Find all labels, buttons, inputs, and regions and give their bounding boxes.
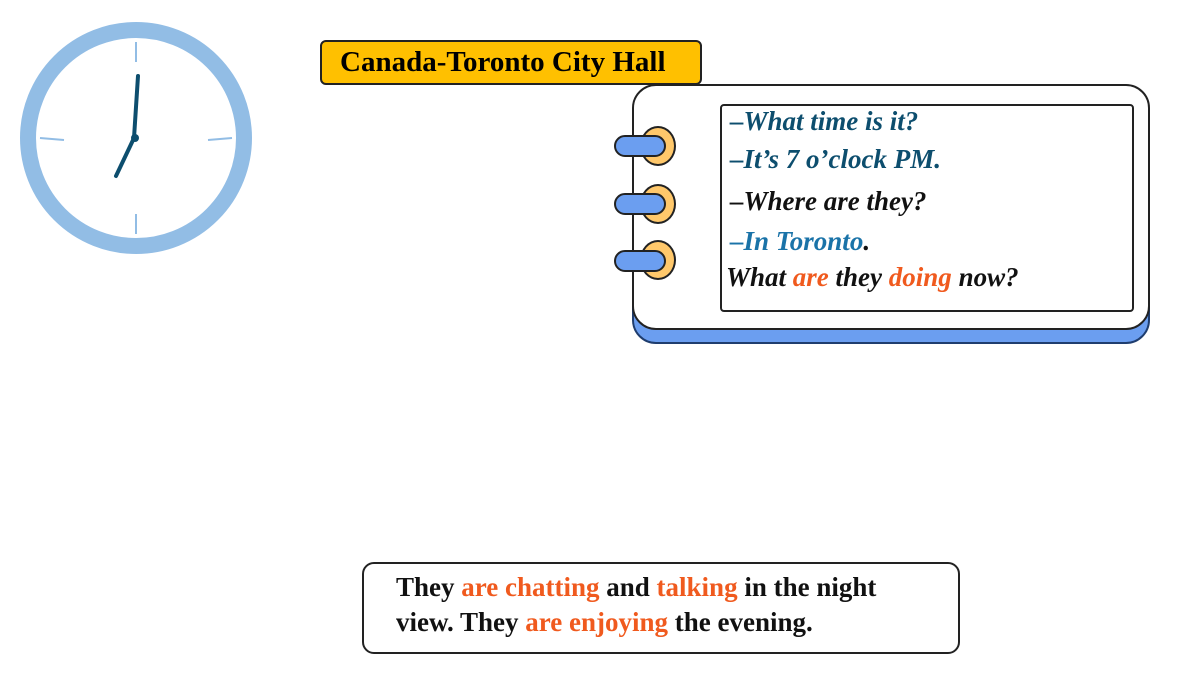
q3-part3: they: [828, 262, 889, 292]
answer-time: –It’s 7 o’clock PM.: [730, 144, 941, 174]
answer-p5: in the night view. They: [396, 572, 877, 637]
q3-part1: What: [726, 262, 793, 292]
spiral-notebook-icon: [612, 84, 1154, 346]
answer-are-chatting: are chatting: [461, 572, 600, 602]
question-doing: [726, 262, 1019, 293]
q3-are: are: [792, 262, 829, 292]
title-label: Canada-Toronto City Hall: [320, 40, 702, 85]
ring-bar-3: [614, 250, 666, 272]
answer-place-period: .: [863, 226, 871, 256]
answer-place-text: –In Toronto: [730, 226, 864, 256]
answer-p1: They: [396, 572, 462, 602]
answer-box: [362, 562, 960, 654]
q3-part5: now?: [951, 262, 1019, 292]
answer-p7: the evening.: [668, 607, 813, 637]
ring-bar-2: [614, 193, 666, 215]
question-place: –Where are they?: [730, 186, 927, 216]
analog-clock-icon: [18, 20, 254, 256]
q3-doing: doing: [888, 262, 952, 292]
answer-are-enjoying: are enjoying: [525, 607, 669, 637]
answer-p3: and: [599, 572, 657, 602]
dialogue-box: [720, 104, 1134, 312]
answer-place: [730, 226, 870, 257]
question-time: –What time is it?: [730, 106, 919, 136]
answer-talking: talking: [656, 572, 738, 602]
ring-bar-1: [614, 135, 666, 157]
